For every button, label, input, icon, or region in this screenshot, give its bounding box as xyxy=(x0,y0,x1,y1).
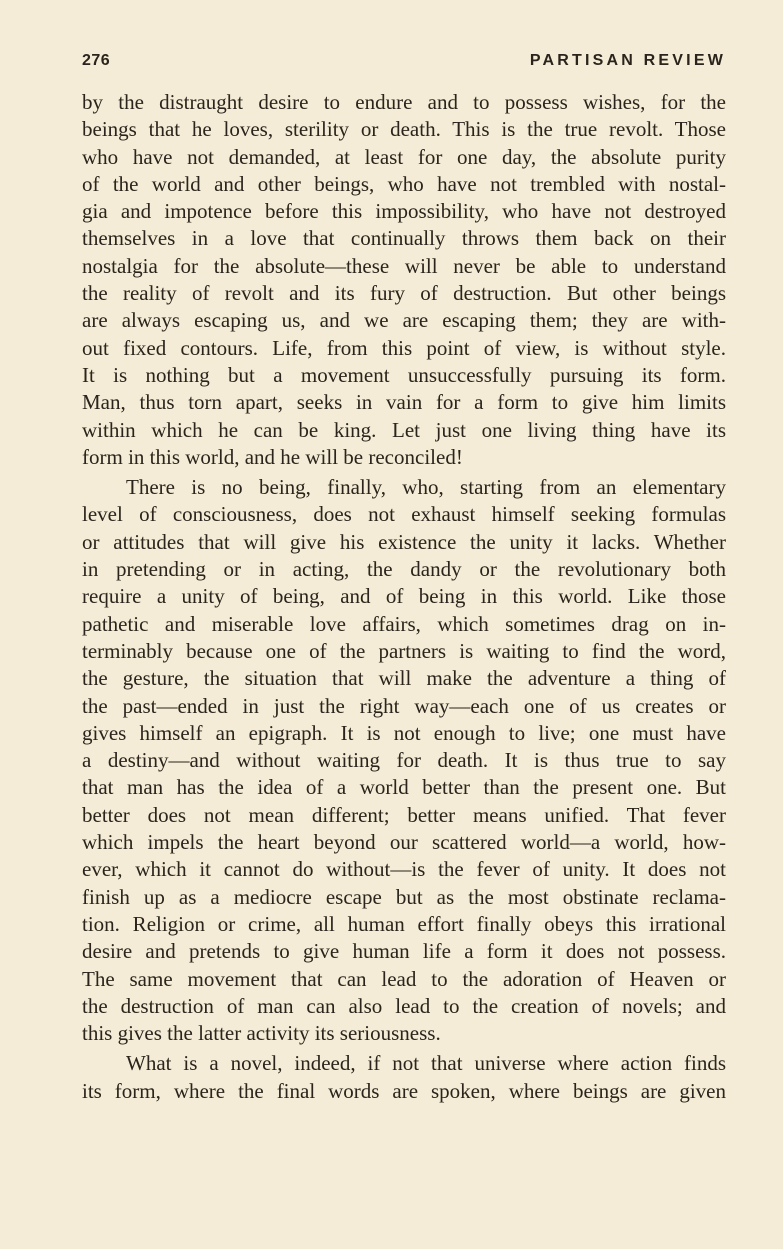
running-head: PARTISAN REVIEW xyxy=(529,52,726,69)
text-line: the destruction of man can also lead to the creation of novels; and xyxy=(82,993,726,1018)
text-line: the reality of revolt and its fury of destruction. But other beings xyxy=(82,281,726,306)
text-line: themselves in a love that continually throws them back on their xyxy=(82,226,726,251)
text-line: level of consciousness, does not exhaust himself seeking formulas xyxy=(82,502,726,527)
text-line: beings that he loves, sterility or death. This is the true revolt. Those xyxy=(82,117,726,142)
text-line: finish up as a mediocre escape but as the most obstinate reclama- xyxy=(82,884,726,909)
text-line: of the world and other beings, who have not trembled with nostal- xyxy=(82,171,726,196)
page-header xyxy=(82,52,726,76)
text-line: that man has the idea of a world better than the present one. But xyxy=(82,775,726,800)
paragraph xyxy=(82,1050,726,1105)
text-line: desire and pretends to give human life a form it does not possess. xyxy=(82,939,726,964)
text-line: gives himself an epigraph. It is not enough to live; one must have xyxy=(82,720,726,745)
text-line: tion. Religion or crime, all human effort finally obeys this irrational xyxy=(82,911,726,936)
paragraph xyxy=(82,89,726,471)
text-line: are always escaping us, and we are escaping them; they are with- xyxy=(82,308,726,333)
text-line: the past—ended in just the right way—each one of us creates or xyxy=(82,693,726,718)
text-line: ever, which it cannot do without—is the fever of unity. It does not xyxy=(82,857,726,882)
text-line: by the distraught desire to endure and to possess wishes, for the xyxy=(82,90,726,114)
text-line: There is no being, finally, who, starting from an elementary xyxy=(126,475,726,500)
text-line: It is nothing but a movement unsuccessfully pursuing its form. xyxy=(82,362,726,387)
text-line: a destiny—and without waiting for death. It is thus true to say xyxy=(82,748,726,773)
text-line: What is a novel, indeed, if not that universe where action finds xyxy=(126,1051,726,1076)
text-line: out fixed contours. Life, from this point of view, is without style. xyxy=(82,335,726,360)
text-line: Man, thus torn apart, seeks in vain for a form to give him limits xyxy=(82,390,726,415)
body-text xyxy=(82,89,726,1105)
text-line: its form, where the final words are spoken, where beings are given xyxy=(82,1078,726,1103)
text-line: or attitudes that will give his existence the unity it lacks. Whether xyxy=(82,529,726,554)
text-line: pathetic and miserable love affairs, which sometimes drag on in- xyxy=(82,611,726,636)
text-line: this gives the latter activity its seriousness. xyxy=(82,1021,441,1046)
page-number: 276 xyxy=(82,52,111,69)
text-line: form in this world, and he will be reconciled! xyxy=(82,444,463,469)
text-line: within which he can be king. Let just one living thing have its xyxy=(82,417,726,442)
text-line: gia and impotence before this impossibility, who have not destroyed xyxy=(82,199,726,224)
paragraph xyxy=(82,474,726,1047)
text-line: The same movement that can lead to the adoration of Heaven or xyxy=(82,966,726,991)
text-line: nostalgia for the absolute—these will never be able to understand xyxy=(82,253,726,278)
text-line: who have not demanded, at least for one day, the absolute purity xyxy=(82,144,726,169)
text-line: terminably because one of the partners is waiting to find the word, xyxy=(82,638,726,663)
text-line: in pretending or in acting, the dandy or the revolutionary both xyxy=(82,557,726,582)
text-line: which impels the heart beyond our scattered world—a world, how- xyxy=(82,830,726,855)
text-line: better does not mean different; better means unified. That fever xyxy=(82,802,726,827)
text-line: the gesture, the situation that will make the adventure a thing of xyxy=(82,666,726,691)
text-line: require a unity of being, and of being in this world. Like those xyxy=(82,584,726,609)
